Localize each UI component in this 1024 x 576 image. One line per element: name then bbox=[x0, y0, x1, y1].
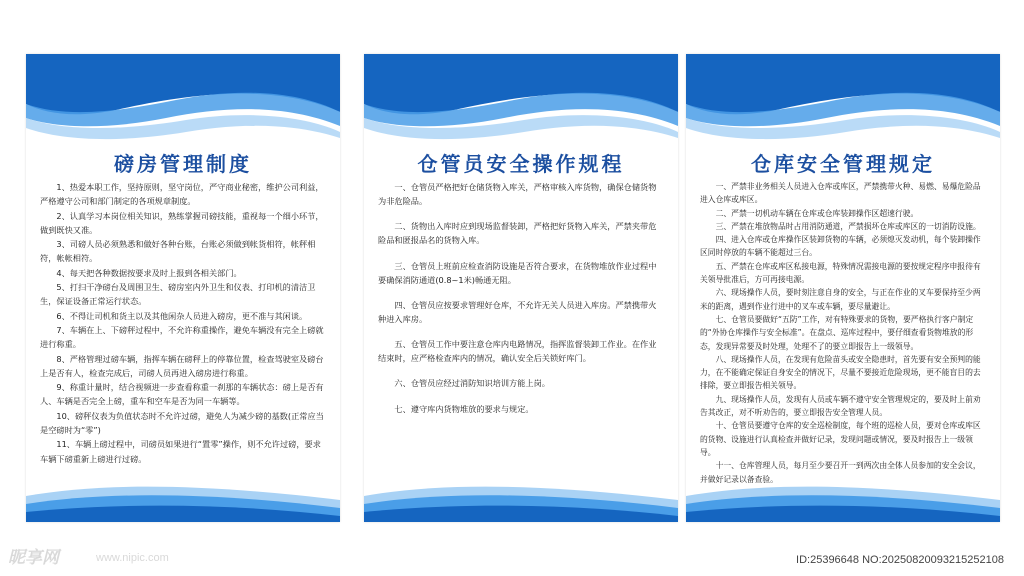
rule-item: 2、认真学习本岗位相关知识，熟练掌握司磅技能，重视每一个细小环节，做到既快又准。 bbox=[40, 210, 324, 235]
notice-board-weighbridge bbox=[26, 54, 340, 522]
bottom-wave-decoration bbox=[364, 474, 678, 522]
panel-title: 仓库安全管理规定 bbox=[751, 152, 935, 176]
rule-item: 一、严禁非业务相关人员进入仓库或库区，严禁携带火种、易燃、易爆危险品进入仓库或库区。 bbox=[700, 182, 981, 205]
rule-item: 六、仓管员应经过消防知识培训方能上岗。 bbox=[394, 378, 550, 389]
rule-item: 6、不得让司机和货主以及其他闲杂人员进入磅房，更不准与其闲谈。 bbox=[56, 310, 308, 321]
rule-item: 四、仓管员应按要求管理好仓库，不允许无关人员进入库房。严禁携带火种进入库房。 bbox=[378, 299, 657, 324]
rule-item: 5、打扫干净磅台及周围卫生、磅房室内外卫生和仪表、打印机的清洁卫生，保证设备正常运行状态。 bbox=[40, 282, 316, 307]
rule-item: 十、仓管员要遵守仓库的安全巡检制度，每个班的巡检人员，要对仓库或库区的货物、设施进行认真检查并做好记录，发现问题或情况，要及时报告上一级领导。 bbox=[700, 421, 981, 457]
rule-item: 三、仓管员上班前应检查消防设施是否符合要求，在货物堆放作业过程中要确保消防通道(0.8~1米)畅通无阻。 bbox=[378, 260, 657, 285]
rule-item: 八、现场操作人员，在发现有危险苗头或安全隐患时，首先要有安全预判的能力，在不能确定保证自身安全的情况下，尽量不要接近危险现场，更不能盲目的去排除，要立即报告相关领导。 bbox=[700, 354, 981, 391]
rule-item: 9、称重计量时，结合视频进一步查看称重一刹那的车辆状态：磅上是否有人、车辆是否完全上磅，重车和空车是否为同一车辆等。 bbox=[40, 382, 324, 407]
rule-item: 十一、仓库管理人员，每月至少要召开一到两次由全体人员参加的安全会议，并做好记录以备查验。 bbox=[700, 461, 981, 484]
notice-board-warehouse-keeper bbox=[364, 54, 678, 522]
rule-item: 二、货物出入库时应到现场监督装卸，严格把好货物入库关，严禁夹带危险品和匿报品名的货物入库。 bbox=[378, 221, 657, 246]
watermark-logo: 昵享网 bbox=[8, 548, 59, 568]
rules-list bbox=[40, 180, 326, 466]
rule-item: 六、现场操作人员，要时刻注意自身的安全，与正在作业的叉车要保持至少两米的距离，遇到作业行进中的叉车或车辆，要尽量避让。 bbox=[700, 288, 981, 311]
rule-item: 七、遵守库内货物堆放的要求与规定。 bbox=[394, 403, 534, 414]
panel-title: 磅房管理制度 bbox=[114, 152, 252, 176]
rule-item: 二、严禁一切机动车辆在仓库或仓库装卸操作区超速行驶。 bbox=[715, 208, 919, 218]
rule-item: 四、进入仓库或仓库操作区装卸货物的车辆，必须熄灭发动机，每个装卸操作区同时停放的车辆不能超过三台。 bbox=[700, 235, 981, 258]
rule-item: 10、磅秤仪表为负值状态时不允许过磅，避免人为减少磅的基数(正常应当是空磅时为“零”) bbox=[40, 410, 324, 436]
rule-item: 4、每天把各种数据按要求及时上报到各相关部门。 bbox=[56, 267, 242, 278]
rule-item: 1、热爱本职工作，坚持原则，坚守岗位，严守商业秘密，维护公司利益，严格遵守公司和部门制定的各项规章制度。 bbox=[40, 182, 324, 207]
rules-list bbox=[378, 180, 664, 427]
image-id-label: ID:25396648 NO:20250820093215252108 bbox=[796, 554, 1004, 566]
panel-title: 仓管员安全操作规程 bbox=[417, 152, 625, 176]
bottom-wave-decoration bbox=[686, 474, 1000, 522]
rule-item: 11、车辆上磅过程中，司磅员如果进行“置零”操作，则不允许过磅，要求车辆下磅重新上磅进行过磅。 bbox=[40, 439, 321, 464]
rule-item: 7、车辆在上、下磅秤过程中，不允许称重操作，避免车辆没有完全上磅就进行称重。 bbox=[40, 324, 324, 350]
rule-item: 五、严禁在仓库或库区私接电源，特殊情况需接电源的要按规定程序申报待有关领导批准后，方可再接电源。 bbox=[700, 261, 981, 285]
rule-item: 3、司磅人员必须熟悉和做好各种台账，台账必须做到帐货相符，帐秤相符，帐帐相符。 bbox=[40, 239, 316, 264]
rule-item: 8、严格管理过磅车辆，指挥车辆在磅秤上的停靠位置，检查驾驶室及磅台上是否有人，检查完成后，司磅人员再进入磅房进行称重。 bbox=[40, 353, 324, 378]
rule-item: 三、严禁在堆放物品时占用消防通道，严禁损坏仓库或库区的一切消防设施。 bbox=[715, 221, 981, 231]
rule-item: 五、仓管员工作中要注意仓库内电路情况，指挥监督装卸工作业。在作业结束时，应严格检查库内的情况，确认安全后关锁好库门。 bbox=[378, 339, 657, 364]
rule-item: 一、仓管员严格把好仓储货物入库关，严格审核入库货物，确保仓储货物为非危险品。 bbox=[378, 182, 657, 206]
bottom-wave-decoration bbox=[26, 474, 340, 522]
notice-board-warehouse-safety bbox=[686, 54, 1000, 522]
rules-list bbox=[700, 180, 986, 486]
watermark-bar bbox=[0, 546, 1024, 570]
rule-item: 九、现场操作人员，发现有人员或车辆不遵守安全管理规定的，要及时上前劝告其改正，对不听劝告的，要立即报告安全管理人员。 bbox=[700, 394, 981, 418]
rule-item: 七、仓管员要做好“五防”工作，对有特殊要求的货物，要严格执行客户制定的“外协仓库操作与安全标准”。在盘点、巡库过程中，要仔细查看货物堆放的形态，发现异常要及时处理，处理不了的要立即报告上一级领导。 bbox=[700, 314, 974, 351]
watermark-url: www.nipic.com bbox=[96, 552, 169, 564]
